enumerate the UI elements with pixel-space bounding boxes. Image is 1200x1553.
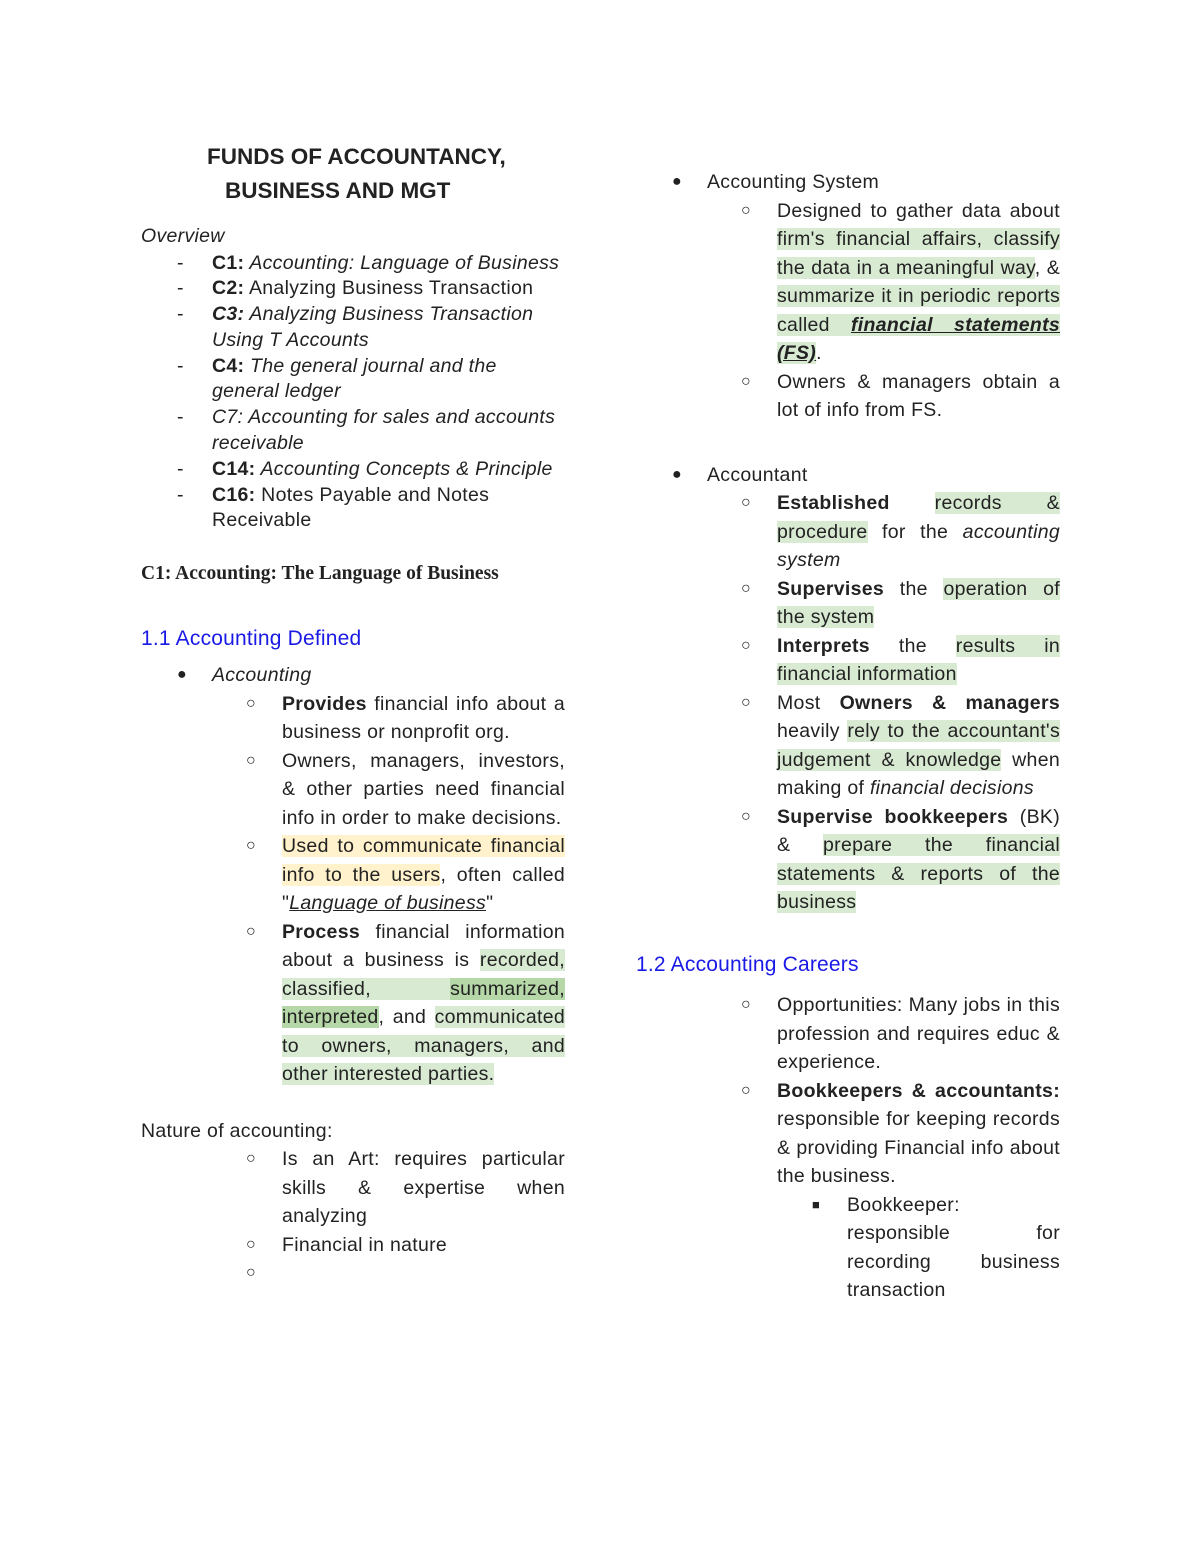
circle-bullet-icon: ○ xyxy=(246,1235,256,1253)
nature-label: Nature of accounting: xyxy=(141,1119,333,1142)
overview-item: - C7: Accounting for sales and accounts receivable xyxy=(177,406,556,455)
circle-bullet-icon: ○ xyxy=(246,751,256,769)
right-column xyxy=(636,168,1060,1305)
overview-item: - C2: Analyzing Business Transaction xyxy=(177,277,534,300)
c1-heading: C1: Accounting: The Language of Business xyxy=(141,563,499,585)
accounting-system-bullet: ● Accounting System xyxy=(636,168,1060,197)
careers-bookkeepers-item: ○ Bookkeepers & accountants: responsible for keeping records & providing Financial info about the business. xyxy=(636,1077,1060,1191)
circle-bullet-icon: ○ xyxy=(741,807,751,825)
circle-bullet-icon: ○ xyxy=(246,1150,256,1168)
careers-opportunities-item: ○ Opportunities: Many jobs in this profession and requires educ & experience. xyxy=(636,991,1060,1077)
square-bullet-icon: ■ xyxy=(812,1196,821,1212)
circle-bullet-icon: ○ xyxy=(741,372,751,390)
careers-bookkeeper-subitem: ■ Bookkeeper: responsible for recording business transaction xyxy=(636,1191,1060,1305)
overview-label: Overview xyxy=(141,225,225,247)
nature-art-item: ○ Is an Art: requires particular skills & expertise when analyzing xyxy=(141,1145,565,1231)
circle-bullet-icon: ○ xyxy=(246,1264,256,1282)
acc-process-item: ○ Process financial information about a business is recorded, classified, summarized, interpreted, and communicated to owners, managers, and other interested parties. xyxy=(141,918,565,1089)
circle-bullet-icon: ○ xyxy=(246,837,256,855)
acct-bookkeepers-item: ○ Supervise bookkeepers (BK) & prepare the financial statements & reports of the business xyxy=(636,803,1060,917)
sys-owners-item: ○ Owners & managers obtain a lot of info from FS. xyxy=(636,368,1060,425)
overview-item: - C14: Accounting Concepts & Principle xyxy=(177,457,553,480)
bullet-icon: ● xyxy=(672,465,682,483)
section-1-1-heading: 1.1 Accounting Defined xyxy=(141,626,362,650)
doc-title-line1: FUNDS OF ACCOUNTANCY, xyxy=(207,144,506,169)
circle-bullet-icon: ○ xyxy=(741,1081,751,1099)
circle-bullet-icon: ○ xyxy=(741,579,751,597)
acc-provides-item: ○ Provides financial info about a business or nonprofit org. xyxy=(141,690,565,747)
accounting-bullet: ● Accounting xyxy=(141,661,565,690)
overview-item: - C3: Analyzing Business Transaction Using T Accounts xyxy=(177,303,534,351)
acct-interprets-item: ○ Interprets the results in financial information xyxy=(636,632,1060,689)
acct-supervises-item: ○ Supervises the operation of the system xyxy=(636,575,1060,632)
bullet-icon: ● xyxy=(672,173,682,190)
circle-bullet-icon: ○ xyxy=(741,636,751,654)
circle-bullet-icon: ○ xyxy=(741,996,751,1013)
overview-item: - C1: Accounting: Language of Business xyxy=(177,251,560,274)
sys-designed-item: ○ Designed to gather data about firm's financial affairs, classify the data in a meaningful way, & summarize it in periodic reports called financial statements (FS). xyxy=(636,197,1060,368)
circle-bullet-icon: ○ xyxy=(741,693,751,711)
accountant-bullet: ● Accountant xyxy=(636,461,1060,490)
bullet-icon: ● xyxy=(177,666,187,684)
section-1-2-heading: 1.2 Accounting Careers xyxy=(636,952,859,976)
circle-bullet-icon: ○ xyxy=(246,694,256,712)
circle-bullet-icon: ○ xyxy=(246,922,256,940)
circle-bullet-icon: ○ xyxy=(741,494,751,511)
circle-bullet-icon: ○ xyxy=(741,201,751,219)
acc-used-item: ○ Used to communicate financial info to the users, often called "Language of business" xyxy=(141,832,565,918)
overview-item: - C16: Notes Payable and Notes Receivable xyxy=(177,483,490,532)
acct-most-item: ○ Most Owners & managers heavily rely to the accountant's judgement & knowledge when making of financial decisions xyxy=(636,689,1060,803)
doc-title-line2: BUSINESS AND MGT xyxy=(225,178,451,203)
overview-list xyxy=(141,251,565,535)
nature-financial-item: ○ Financial in nature xyxy=(141,1231,565,1260)
overview-item: - C4: The general journal and the general ledger xyxy=(177,354,497,403)
acc-owners-item: ○ Owners, managers, investors, & other parties need financial info in order to make decisions. xyxy=(141,747,565,833)
left-column xyxy=(141,140,565,1282)
acct-established-item: ○ Established records & procedure for the accounting system xyxy=(636,489,1060,575)
